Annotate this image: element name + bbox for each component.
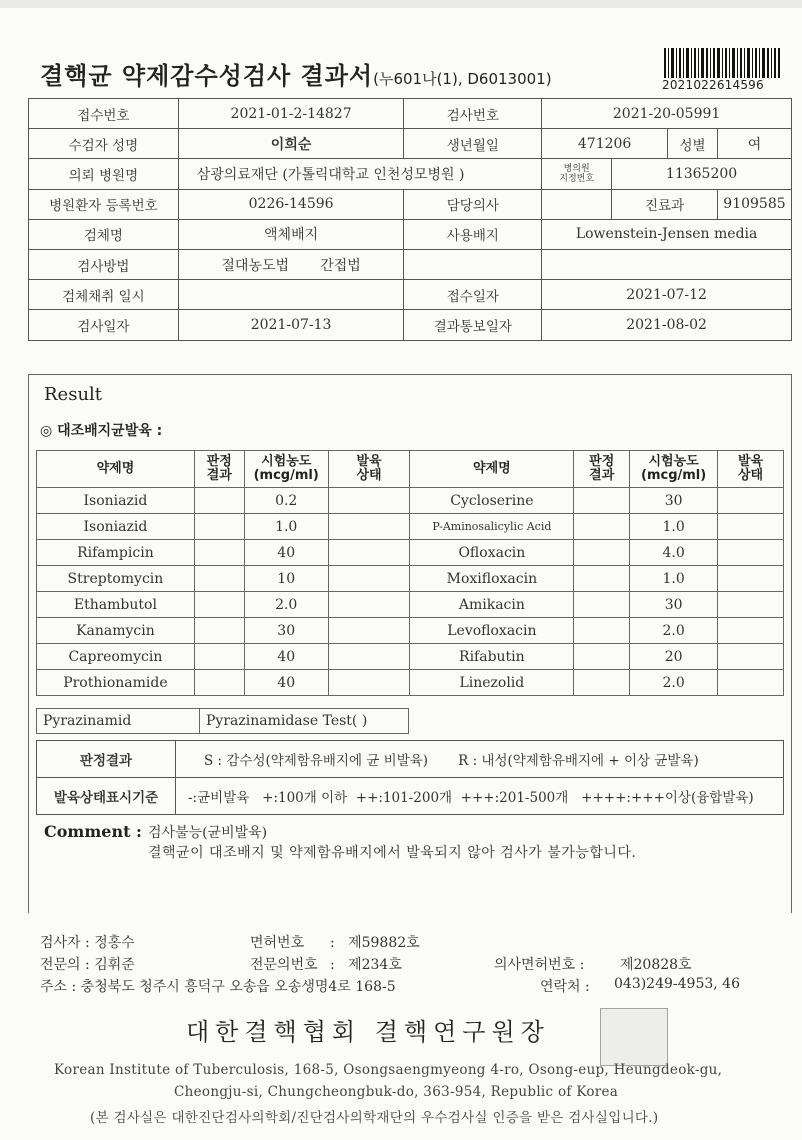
certification-note: (본 검사실은 대한진단검사의학회/진단검사의학재단의 우수검사실 인증을 받은 검사실입니다.) (90, 1110, 659, 1126)
pyrazinamid-label: Pyrazinamid (37, 709, 200, 734)
judgement-table (36, 740, 784, 815)
test-concentration: 30 (630, 592, 718, 618)
judge-result (194, 566, 244, 592)
test-concentration: 10 (244, 566, 328, 592)
growth-legend-label: 발육상태표시기준 (37, 778, 176, 815)
drug-name: Moxifloxacin (410, 566, 574, 592)
test-date: 2021-07-13 (178, 310, 404, 340)
report-date: 2021-08-02 (542, 310, 792, 340)
growth-status (718, 540, 784, 566)
empty-cell (542, 249, 792, 279)
comment-line-1: 검사불능(균비발육) (148, 825, 268, 841)
drug-name: Linezolid (410, 670, 574, 696)
judge-result (574, 670, 630, 696)
growth-status (718, 514, 784, 540)
collect-value (178, 280, 404, 310)
growth-status (328, 566, 410, 592)
test-concentration: 40 (244, 670, 328, 696)
drug-table-header (37, 451, 784, 488)
col-judge (194, 451, 244, 488)
barcode-number: 2021022614596 (662, 78, 764, 92)
growth-status (328, 540, 410, 566)
doctor-label: 담당의사 (404, 189, 542, 219)
drug-row (37, 566, 784, 592)
license-label: 면허번호 (250, 935, 305, 951)
test-concentration: 2.0 (630, 618, 718, 644)
judgement-s: S : 감수성(약제함유배지에 균 비발육) (204, 753, 429, 769)
judgement-label: 판정결과 (37, 741, 176, 778)
test-concentration: 20 (630, 644, 718, 670)
specimen-value: 액체배지 (178, 219, 404, 249)
birth-date: 471206 (542, 129, 668, 159)
method-value (178, 249, 404, 279)
empty-cell (404, 249, 542, 279)
test-no-label: 검사번호 (404, 99, 542, 129)
drug-row (37, 540, 784, 566)
test-no: 2021-20-05991 (542, 99, 792, 129)
comment-line-2: 결핵균이 대조배지 및 약제함유배지에서 발육되지 않아 검사가 불가능합니다. (148, 845, 637, 861)
sex-label: 성별 (668, 129, 718, 159)
method-indirect: 간접법 (320, 257, 361, 274)
pyrazinamid-table (36, 708, 409, 734)
growth-status (718, 670, 784, 696)
growth-status (718, 592, 784, 618)
hospital-id: 11365200 (612, 159, 792, 189)
info-row (29, 249, 792, 279)
judgement-text (176, 741, 784, 778)
test-concentration: 4.0 (630, 540, 718, 566)
col-conc-line2: (mcg/ml) (253, 468, 319, 483)
drug-name: Ethambutol (37, 592, 195, 618)
official-seal (600, 1008, 668, 1066)
judge-result (574, 644, 630, 670)
judgement-row (37, 741, 784, 778)
info-row (29, 159, 792, 189)
judge-result (194, 592, 244, 618)
growth-status (328, 592, 410, 618)
specialist-no: : 제234호 (330, 957, 402, 973)
test-concentration: 2.0 (244, 592, 328, 618)
pyrazinamidase-test: Pyrazinamidase Test( ) (200, 709, 409, 734)
test-concentration: 40 (244, 644, 328, 670)
institute-name: 대한결핵협회 결핵연구원장 (186, 1018, 550, 1046)
report-title (40, 56, 552, 91)
reg-no-label: 병원환자 등록번호 (29, 189, 179, 219)
report-title-main: 결핵균 약제감수성검사 결과서 (40, 62, 374, 90)
col-conc-line1: 시험농도 (648, 454, 699, 469)
sex-value: 여 (717, 129, 791, 159)
growth-status (328, 514, 410, 540)
judge-result (194, 670, 244, 696)
control-growth-label: ◎ 대조배지균발육 : (40, 423, 163, 439)
drug-name: P-Aminosalicylic Acid (410, 514, 574, 540)
judge-result (574, 592, 630, 618)
col-conc-line1: 시험농도 (261, 454, 312, 469)
contact: 043)249-4953, 46 (614, 976, 740, 992)
judge-result (194, 644, 244, 670)
test-concentration: 1.0 (244, 514, 328, 540)
growth-status (718, 618, 784, 644)
receipt-no: 2021-01-2-14827 (178, 99, 404, 129)
growth-status (718, 644, 784, 670)
drug-name: Rifampicin (37, 540, 195, 566)
drug-row (37, 618, 784, 644)
col-judge-line2: 결과 (206, 468, 232, 483)
drug-name: Isoniazid (37, 514, 195, 540)
col-growth-right (718, 451, 784, 488)
dept-value: 9109585 (717, 189, 791, 219)
doctor-value (542, 189, 612, 219)
drug-name: Amikacin (410, 592, 574, 618)
col-growth-line1: 발육 (356, 454, 382, 469)
col-drug: 약제명 (37, 451, 195, 488)
english-address-2: Cheongju-si, Chungcheongbuk-do, 363-954, Republic of Korea (174, 1084, 619, 1100)
growth-status (328, 670, 410, 696)
judge-result (194, 488, 244, 514)
patient-name-label: 수검자 성명 (29, 129, 179, 159)
drug-name: Prothionamide (37, 670, 195, 696)
hospital-id-label (542, 159, 612, 189)
medium-value: Lowenstein-Jensen media (542, 219, 792, 249)
info-row (29, 189, 792, 219)
drug-name: Ofloxacin (410, 540, 574, 566)
growth-status (718, 488, 784, 514)
drug-table-body (37, 488, 784, 696)
patient-name: 이희순 (178, 129, 404, 159)
barcode-icon (664, 48, 780, 78)
judge-result (194, 618, 244, 644)
judge-result (574, 514, 630, 540)
col-growth-line2: 상태 (356, 468, 382, 483)
col-judge-line1: 판정 (589, 454, 615, 469)
test-concentration: 0.2 (244, 488, 328, 514)
form-code: (누601나(1), D6013001) (373, 70, 552, 88)
col-conc-line2: (mcg/ml) (641, 468, 707, 483)
growth-status (328, 618, 410, 644)
info-row (29, 219, 792, 249)
drug-row (37, 592, 784, 618)
specialist-no-label: 전문의번호 (250, 957, 318, 973)
method-absolute: 절대농도법 (221, 257, 290, 274)
growth-legend-row (37, 778, 784, 815)
col-growth (328, 451, 410, 488)
test-concentration: 40 (244, 540, 328, 566)
birth-label: 생년월일 (404, 129, 542, 159)
scan-edge (0, 0, 802, 8)
drug-name: Capreomycin (37, 644, 195, 670)
receipt-date: 2021-07-12 (542, 280, 792, 310)
test-concentration: 30 (244, 618, 328, 644)
medium-label: 사용배지 (404, 219, 542, 249)
drug-name: Cycloserine (410, 488, 574, 514)
result-title: Result (44, 384, 103, 405)
license-no: : 제59882호 (330, 935, 420, 951)
test-concentration: 1.0 (630, 514, 718, 540)
growth-legend-text: -:균비발육 +:100개 이하 ++:101-200개 +++:201-500개 ++++:+++이상(융합발육) (176, 778, 784, 815)
receipt-no-label: 접수번호 (29, 99, 179, 129)
drug-name: Streptomycin (37, 566, 195, 592)
drug-name: Levofloxacin (410, 618, 574, 644)
col-judge-right (574, 451, 630, 488)
info-row (29, 99, 792, 129)
col-judge-line2: 결과 (589, 468, 615, 483)
comment-label: Comment : (44, 822, 142, 841)
specimen-label: 검체명 (29, 219, 179, 249)
test-concentration: 30 (630, 488, 718, 514)
judge-result (194, 540, 244, 566)
drug-susceptibility-table (36, 450, 784, 696)
contact-label: 연락처 : (540, 979, 590, 995)
col-judge-line1: 판정 (206, 454, 232, 469)
judge-result (574, 566, 630, 592)
info-row (29, 280, 792, 310)
reg-no: 0226-14596 (178, 189, 404, 219)
pyrazinamid-row (37, 709, 409, 734)
drug-name: Isoniazid (37, 488, 195, 514)
english-address-1: Korean Institute of Tuberculosis, 168-5, Osongsaengmyeong 4-ro, Osong-eup, Heungdeok-gu, (54, 1062, 723, 1078)
doctor-license: 제20828호 (620, 957, 692, 973)
col-growth-line2: 상태 (737, 468, 764, 483)
examiner: 검사자 : 정홍수 (40, 935, 135, 951)
drug-name: Kanamycin (37, 618, 195, 644)
col-growth-line1: 발육 (737, 454, 764, 469)
report-date-label: 결과통보일자 (404, 310, 542, 340)
info-row (29, 310, 792, 340)
growth-status (718, 566, 784, 592)
drug-row (37, 644, 784, 670)
drug-row (37, 670, 784, 696)
hospital-name: 삼광의료재단 (가톨릭대학교 인천성모병원 ) (178, 159, 541, 189)
drug-row (37, 514, 784, 540)
drug-row (37, 488, 784, 514)
judge-result (574, 488, 630, 514)
hospital-label: 의뢰 병원명 (29, 159, 179, 189)
receipt-date-label: 접수일자 (404, 280, 542, 310)
growth-status (328, 644, 410, 670)
judge-result (574, 540, 630, 566)
growth-status (328, 488, 410, 514)
specialist: 전문의 : 김휘준 (40, 957, 135, 973)
info-row (29, 129, 792, 159)
doctor-license-label: 의사면허번호 : (494, 957, 585, 973)
judge-result (574, 618, 630, 644)
test-concentration: 2.0 (630, 670, 718, 696)
dept-label: 진료과 (612, 189, 718, 219)
drug-name: Rifabutin (410, 644, 574, 670)
col-conc-right (630, 451, 718, 488)
address: 주소 : 충청북도 청주시 흥덕구 오송읍 오송생명4로 168-5 (40, 979, 396, 995)
col-drug-right: 약제명 (410, 451, 574, 488)
collect-label: 검체채취 일시 (29, 280, 179, 310)
test-concentration: 1.0 (630, 566, 718, 592)
hospital-id-label-line2: 지정번호 (559, 173, 595, 184)
method-label: 검사방법 (29, 249, 179, 279)
judge-result (194, 514, 244, 540)
test-date-label: 검사일자 (29, 310, 179, 340)
patient-info-table (28, 98, 792, 341)
col-conc (244, 451, 328, 488)
judgement-r: R : 내성(약제함유배지에 + 이상 균발육) (458, 753, 699, 769)
hospital-id-label-line1: 병의원 (563, 163, 590, 174)
